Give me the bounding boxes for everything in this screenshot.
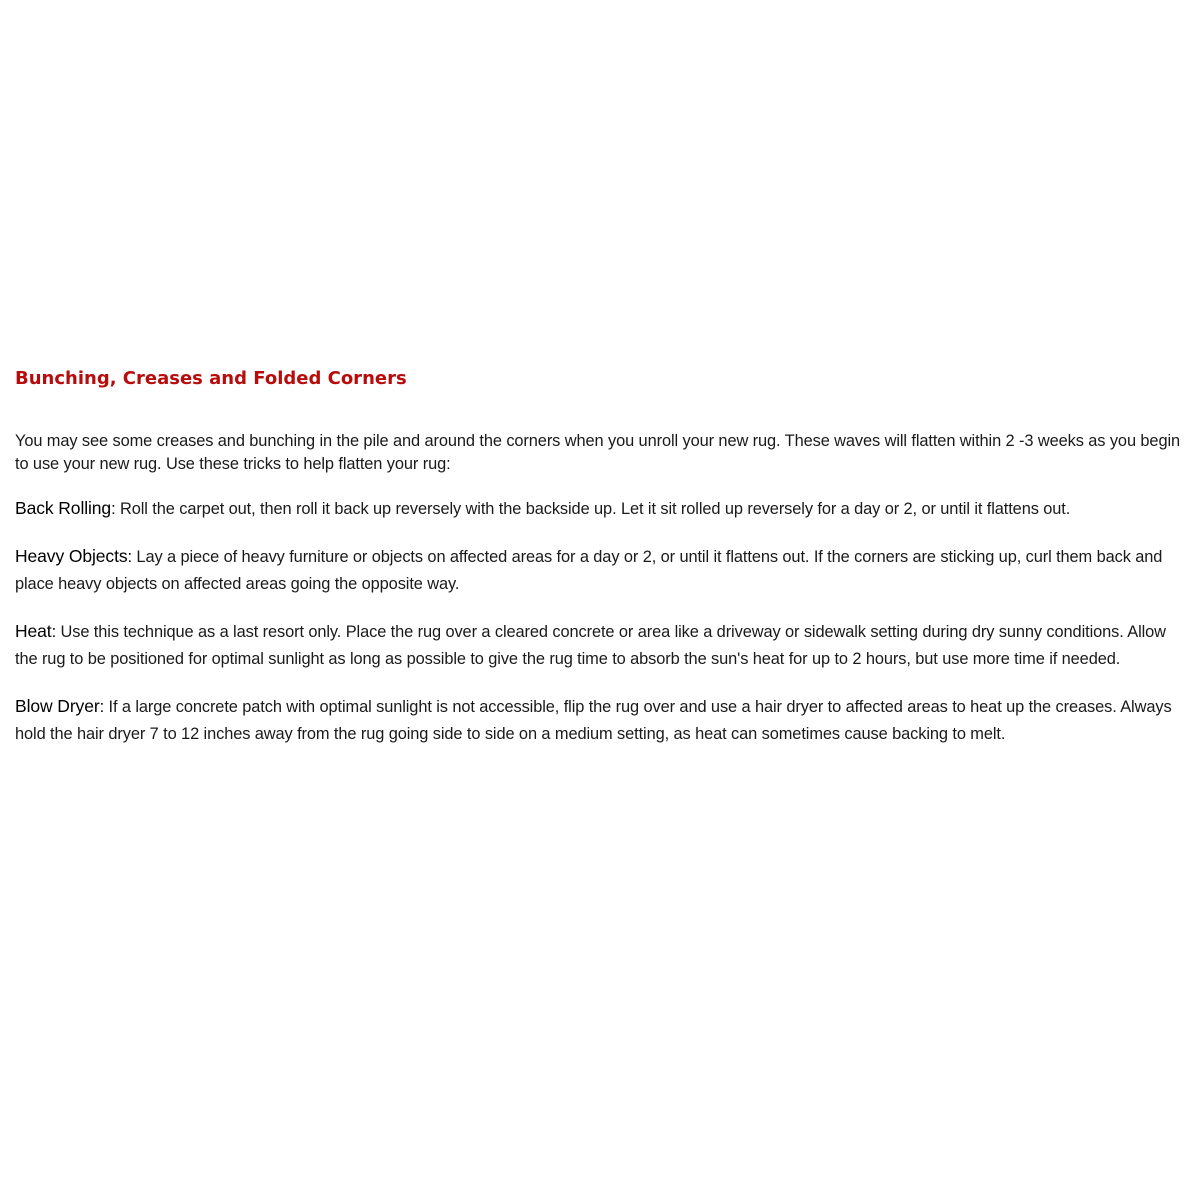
section-term: Heat — [15, 621, 52, 641]
section-term: Heavy Objects — [15, 546, 128, 566]
document-body — [15, 366, 1190, 748]
section-text: If a large concrete patch with optimal sunlight is not accessible, flip the rug over and use a hair dryer to affected areas to heat up the creases. Always hold the hair dryer 7 to 12 inches away from the rug going side to side on a medium setting, as heat can sometimes cause backing to melt. — [15, 698, 1172, 743]
section-heat: Heat: Use this technique as a last resort only. Place the rug over a cleared concrete or area like a driveway or sidewalk setting during dry sunny conditions. Allow the rug to be positioned for optimal sunlight as long as possible to give the rug time to absorb the sun's heat for up to 2 hours, but use more time if needed. — [15, 621, 1166, 668]
section-text: Lay a piece of heavy furniture or objects on affected areas for a day or 2, or until it flattens out. If the corners are sticking up, curl them back and place heavy objects on affected areas going the opposite way. — [15, 548, 1163, 593]
section-back-rolling: Back Rolling: Roll the carpet out, then roll it back up reversely with the backside up. Let it sit rolled up reversely for a day or 2, or until it flattens out. — [15, 498, 1071, 518]
section-text: Roll the carpet out, then roll it back up reversely with the backside up. Let it sit rolled up reversely for a day or 2, or until it flattens out. — [120, 500, 1071, 518]
section-term: Blow Dryer — [15, 696, 100, 716]
intro-paragraph: You may see some creases and bunching in the pile and around the corners when you unroll your new rug. These waves will flatten within 2 -3 weeks as you begin to use your new rug. Use these tricks to help flatten your rug: — [15, 432, 1181, 473]
section-term: Back Rolling — [15, 498, 112, 518]
section-heavy-objects: Heavy Objects: Lay a piece of heavy furniture or objects on affected areas for a day or 2, or until it flattens out. If the corners are sticking up, curl them back and place heavy objects on affected areas going the opposite way. — [15, 546, 1163, 593]
document-title: Bunching, Creases and Folded Corners — [15, 368, 407, 389]
section-text: Use this technique as a last resort only. Place the rug over a cleared concrete or area like a driveway or sidewalk setting during dry sunny conditions. Allow the rug to be positioned for optimal sunlight as long as possible to give the rug time to absorb the sun's heat for up to 2 hours, but use more time if needed. — [15, 623, 1166, 668]
section-blow-dryer: Blow Dryer: If a large concrete patch with optimal sunlight is not accessible, flip the rug over and use a hair dryer to affected areas to heat up the creases. Always hold the hair dryer 7 to 12 inches away from the rug going side to side on a medium setting, as heat can sometimes cause backing to melt. — [15, 696, 1172, 743]
